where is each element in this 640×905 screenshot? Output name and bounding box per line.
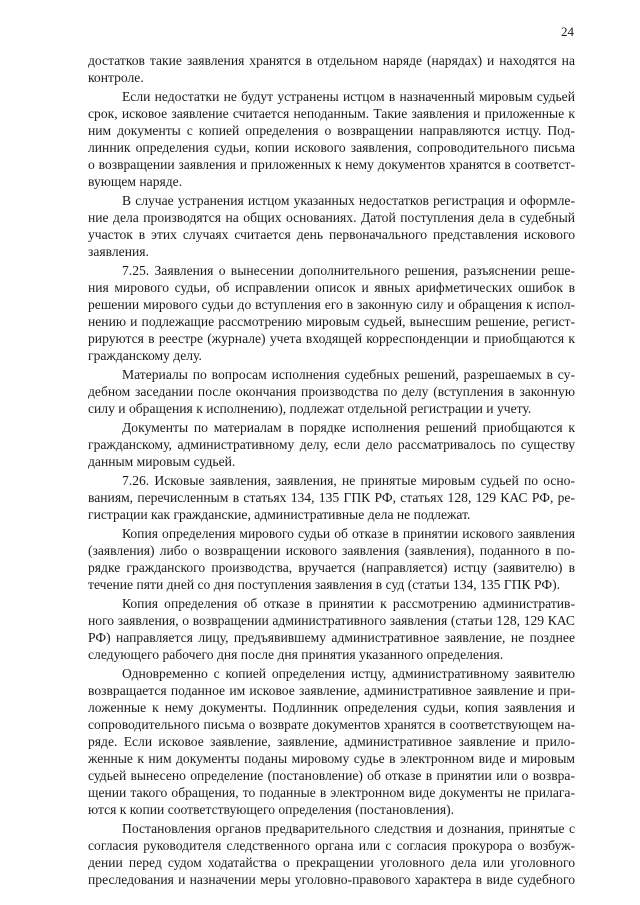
text-line: рируются в реестре (журнале) учета входящей корреспонденции и приобщаются к bbox=[88, 331, 575, 346]
text-line: линник определения судьи, копии искового заявления, сопроводительного письма bbox=[88, 140, 575, 155]
text-line: о возвращении заявления и приложенных к нему документов хранятся в соответст- bbox=[88, 157, 575, 172]
text-line: нению и подлежащие рассмотрению мировым судьей, вынесшим решение, регист- bbox=[88, 314, 575, 329]
text-line: дебном заседании после окончания производства по делу (вступления в законную bbox=[88, 384, 575, 399]
text-line: Копия определения об отказе в принятии к рассмотрению административ- bbox=[122, 596, 575, 611]
text-line: РФ) направляется лицу, предъявившему административное заявление, не позднее bbox=[88, 630, 575, 645]
text-line: сопроводительного письма о возврате документов хранятся в соответствующем на- bbox=[88, 717, 575, 732]
text-line: преследования и назначении меры уголовно-правового характера в виде судебного bbox=[88, 872, 575, 887]
text-line: дении перед судом ходатайства о прекращении уголовного дела или уголовного bbox=[88, 855, 575, 870]
text-line: гистрации как гражданские, административные дела не подлежат. bbox=[88, 507, 471, 522]
text-line: ние дела производятся на общих основаниях. Датой поступления дела в судебный bbox=[88, 210, 575, 225]
text-line: следующего рабочего дня после дня принятия указанного определения. bbox=[88, 647, 504, 662]
text-line: Одновременно с копией определения истцу, административному заявителю bbox=[122, 666, 575, 681]
text-line: женные к ним документы поданы мировому судье в электронном виде и мировым bbox=[88, 751, 575, 766]
text-line: 7.25. Заявления о вынесении дополнительного решения, разъяснении реше- bbox=[122, 263, 575, 278]
text-line: гражданскому делу. bbox=[88, 348, 202, 363]
text-line: контроле. bbox=[88, 70, 144, 85]
text-line: вующем наряде. bbox=[88, 174, 183, 189]
text-line: Документы по материалам в порядке исполнения решений приобщаются к bbox=[122, 420, 575, 435]
text-line: Материалы по вопросам исполнения судебных решений, разрешаемых в су- bbox=[122, 367, 575, 382]
text-line: ного заявления, о возвращении административного заявления (статьи 128, 129 КАС bbox=[88, 613, 575, 628]
text-line: решении мирового судьи до вступления его в законную силу и обращения к испол- bbox=[88, 297, 575, 312]
text-line: рядке гражданского производства, вручается (направляется) истцу (заявителю) в bbox=[88, 560, 575, 575]
text-line: возвращается поданное им исковое заявление, административное заявление и при- bbox=[88, 683, 575, 698]
text-line: 7.26. Исковые заявления, заявления, не принятые мировым судьей по осно- bbox=[122, 473, 575, 488]
text-line: ваниям, перечисленным в статьях 134, 135 ГПК РФ, статьях 128, 129 КАС РФ, ре- bbox=[88, 490, 575, 505]
text-line: (заявления) либо о возвращении искового заявления (заявления), поданного в по- bbox=[88, 543, 575, 558]
text-line: силу и обращения к исполнению), подлежат отдельной регистрации и учету. bbox=[88, 401, 532, 416]
text-line: судьей вынесено определение (постановление) об отказе в принятии или о возвра- bbox=[88, 768, 575, 783]
text-line: достатков такие заявления хранятся в отдельном наряде (нарядах) и находятся на bbox=[88, 53, 575, 68]
text-line: ются к копии соответствующего определения (постановления). bbox=[88, 802, 455, 817]
text-line: течение пяти дней со дня поступления заявления в суд (статьи 134, 135 ГПК РФ). bbox=[88, 577, 561, 592]
page-number: 24 bbox=[561, 24, 574, 39]
text-line: гражданскому, административному делу, если дело рассматривалось по существу bbox=[88, 437, 575, 452]
text-line: участок в этих случаях считается день первоначального представления искового bbox=[88, 227, 575, 242]
text-line: заявления. bbox=[88, 244, 149, 259]
text-line: ния мирового судьи, об исправлении описок и явных арифметических ошибок в bbox=[88, 280, 575, 295]
text-line: согласия руководителя следственного органа или с согласия прокурора о возбуж- bbox=[88, 838, 575, 853]
text-line: Если недостатки не будут устранены истцом в назначенный мировым судьей bbox=[122, 89, 575, 104]
text-line: срок, исковое заявление считается неподанным. Такие заявления и приложенные к bbox=[88, 106, 575, 121]
text-line: Копия определения мирового судьи об отказе в принятии искового заявления bbox=[122, 526, 575, 541]
text-line: Постановления органов предварительного следствия и дознания, принятые с bbox=[122, 821, 575, 836]
text-line: В случае устранения истцом указанных недостатков регистрация и оформле- bbox=[122, 193, 575, 208]
text-line: данным мировым судьей. bbox=[88, 454, 236, 469]
text-line: щении такого обращения, то поданные в электронном виде документы не прилага- bbox=[88, 785, 575, 800]
text-line: ложенные к нему документы. Подлинник определения судьи, копия заявления и bbox=[88, 700, 575, 715]
text-line: ним документы с копией определения о возвращении направляются истцу. Под- bbox=[88, 123, 575, 138]
text-line: ряде. Если исковое заявление, заявление, административное заявление и прило- bbox=[88, 734, 575, 749]
